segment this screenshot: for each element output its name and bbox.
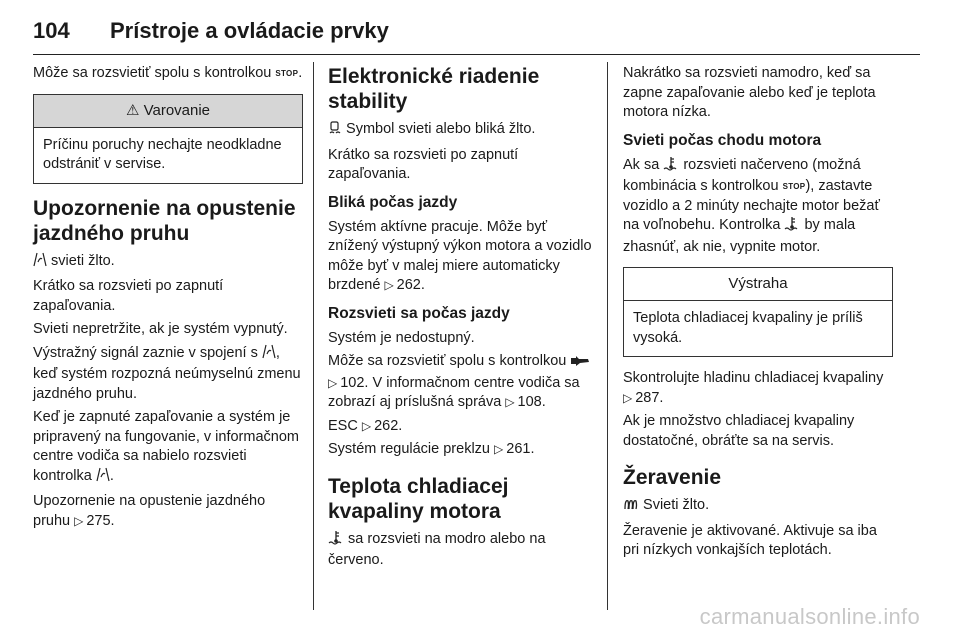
page-header	[33, 18, 920, 52]
esc-skid-icon	[328, 120, 342, 142]
column-1: Môže sa rozsvietiť spolu s kontrolkou STOP. ⚠ Varovanie Príčinu poruchy nechajte neodkladne odstrániť v servise. Upozornenie na opustenie jazdného pruhu svieti žlto. Krátko sa rozsvieti po zapnutí zapaľovania. Svieti nepretržite, ak je systém vypnutý. Výstražný signál zaznie v spojení s , keď systém rozpozná neúmyselnú zmenu jazdného pruhu. Keď je zapnuté zapaľovanie a systém je pripravený na fungovanie, v informačnom centre vodiča sa nabielo rozsvieti kontrolka . Upozornenie na opustenie jazdného pruhu ▷ 275.	[33, 64, 303, 535]
subheading-engine-running: Svieti počas chodu motora	[623, 131, 822, 149]
coolant-temperature-icon	[663, 156, 679, 178]
paragraph: Môže sa rozsvietiť spolu s kontrolkou STOP.	[33, 65, 303, 81]
paragraph: Žeravenie je aktivované. Aktivuje sa iba pri nízkych vonkajších teplotách.	[623, 522, 877, 558]
header-rule	[33, 54, 920, 55]
page-reference-link[interactable]: ▷ 102.	[328, 375, 368, 391]
warning-box	[33, 94, 303, 184]
subheading-lights: Rozsvieti sa počas jazdy	[328, 304, 510, 322]
watermark: carmanualsonline.info	[699, 604, 920, 629]
page-reference-link[interactable]: ▷ 275.	[74, 513, 114, 529]
warning-box-header: ⚠ Varovanie	[34, 95, 302, 128]
column-divider-2	[607, 62, 608, 610]
section-heading-lane: Upozornenie na opustenie jazdného pruhu	[33, 196, 296, 245]
section-heading-coolant: Teplota chladiacej kvapaliny motora	[328, 474, 509, 523]
page-reference-link[interactable]: ▷ 262.	[362, 418, 402, 434]
subheading-blinks: Bliká počas jazdy	[328, 193, 458, 211]
caution-box-header: Výstraha	[624, 268, 892, 301]
paragraph: Systém je nedostupný.	[328, 329, 475, 346]
page-reference-link[interactable]: ▷ 108.	[505, 394, 545, 410]
warning-text: Príčinu poruchy nechajte neodkladne odstrániť v servise.	[43, 136, 282, 172]
column-2: Elektronické riadenie stability Symbol svieti alebo bliká žlto. Krátko sa rozsvieti po zapnutí zapaľovania. Bliká počas jazdy Systém aktívne pracuje. Môže byť znížený výstupný výkon motora a vozidlo môže byť v malej miere automaticky brzdené ▷ 262. Rozsvieti sa počas jazdy Systém je nedostupný. Môže sa rozsvietiť spolu s kontrolkou ▷ 102. V informačnom centre vodiča sa zobrazí aj príslušná správa ▷ 108. ESC ▷ 262. Systém regulácie preklzu ▷ 261. Teplota chladiacej kvapaliny motora sa rozsvieti na modro alebo na červeno.	[328, 64, 598, 575]
section-heading-glow: Žeravenie	[623, 466, 722, 489]
paragraph: Ak je množstvo chladiacej kvapaliny dostatočné, obráťte sa na servis.	[623, 413, 855, 449]
page-number: 104	[33, 18, 70, 43]
lane-departure-icon	[96, 467, 110, 489]
stop-icon: STOP	[782, 182, 806, 191]
column-divider-1	[313, 62, 314, 610]
page-reference-link[interactable]: ▷ 287.	[623, 390, 663, 406]
page-title: Prístroje a ovládacie prvky	[110, 18, 389, 43]
glow-plug-icon	[623, 497, 639, 518]
warning-triangle-icon: ⚠	[125, 101, 140, 119]
column-3: Nakrátko sa rozsvieti namodro, keď sa zapne zapaľovanie alebo keď je teplota motora nízka. Svieti počas chodu motora Ak sa rozsvieti načerveno (možná kombinácia s kontrolkou STOP), zastavte vozidlo a 2 minúty nechajte motor bežať na voľnobehu. Kontrolka by mala zhasnúť, ak nie, vypnite motor. Výstraha Teplota chladiacej kvapaliny je príliš vysoká. Skontrolujte hladinu chladiacej kvapaliny ▷ 287. Ak je množstvo chladiacej kvapaliny dostatočné, obráťte sa na servis. Žeravenie Svieti žlto. Žeravenie je aktivované. Aktivuje sa iba pri nízkych vonkajších teplotách.	[623, 64, 893, 565]
coolant-temperature-icon	[328, 530, 344, 552]
section-heading-esc: Elektronické riadenie stability	[328, 65, 540, 113]
paragraph: Nakrátko sa rozsvieti namodro, keď sa zapne zapaľovanie alebo keď je teplota motora nízka.	[623, 65, 876, 120]
caution-text: Teplota chladiacej kvapaliny je príliš vysoká.	[633, 310, 863, 346]
page-reference-link[interactable]: ▷ 262.	[384, 277, 424, 293]
lane-departure-icon	[262, 344, 276, 366]
stop-icon: STOP	[275, 69, 299, 78]
lane-departure-icon	[33, 252, 47, 274]
coolant-temperature-icon	[784, 216, 800, 238]
paragraph: Krátko sa rozsvieti po zapnutí zapaľovania.	[33, 278, 224, 314]
caution-box	[623, 267, 893, 357]
paragraph: Svieti nepretržite, ak je systém vypnutý.	[33, 321, 288, 337]
wrench-icon	[570, 354, 590, 374]
page-reference-link[interactable]: ▷ 261.	[494, 441, 534, 457]
paragraph: Krátko sa rozsvieti po zapnutí zapaľovania.	[328, 146, 519, 182]
